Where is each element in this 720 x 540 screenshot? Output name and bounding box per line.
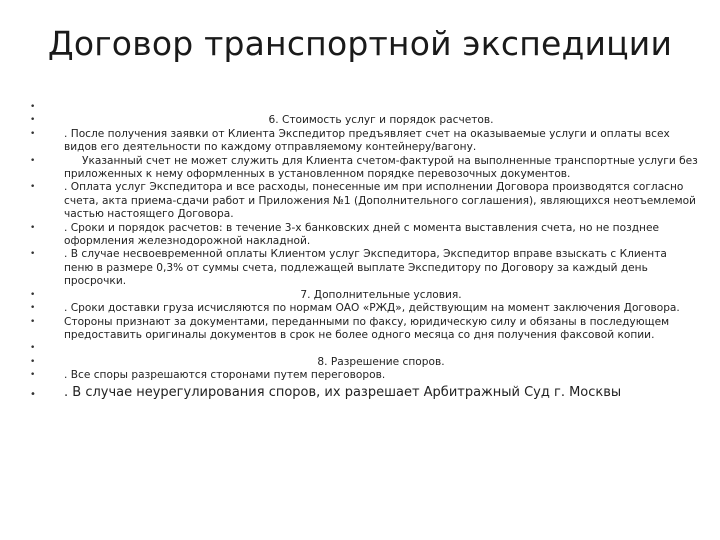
list-item-text: Стороны признают за документами, переданными по факсу, юридическую силу и обязаны в последующем предоставить оригиналы документов в срок не более одного месяца со дня получения факсовой копии.	[64, 315, 670, 341]
bullet-icon: •	[30, 303, 36, 314]
bullet-icon: •	[30, 289, 36, 300]
bullet-icon: •	[30, 370, 36, 381]
list-item-text: . Оплата услуг Экспедитора и все расходы, понесенные им при исполнении Договора производятся согласно счета, акта приема-сдачи работ и Приложения №1 (Дополнительного соглашения), являющихся неотъемлемой частью настоящего Договора.	[64, 181, 696, 221]
section-heading-8	[28, 356, 698, 369]
list-item-text: . В случае несвоевременной оплаты Клиентом услуг Экспедитора, Экспедитор вправе взыскать с Клиента пеню в размере 0,3% от суммы счета, подлежащей выплате Экспедитору по Договору за каждый день просрочки.	[64, 248, 667, 288]
bullet-icon: •	[30, 102, 36, 112]
list-item-text: . Сроки и порядок расчетов: в течение 3-х банковских дней с момента выставления счета, но не позднее оформления железнодорожной накладной.	[64, 221, 660, 248]
list-item	[28, 155, 698, 182]
bullet-list	[28, 101, 698, 401]
bullet-icon: •	[30, 249, 36, 260]
list-item	[28, 222, 698, 249]
list-item-text	[64, 155, 698, 180]
bullet-icon: •	[30, 222, 36, 233]
section-heading-6	[28, 114, 698, 127]
list-item	[28, 302, 698, 315]
list-item	[28, 181, 698, 221]
slide-title: Договор транспортной экспедиции	[47, 24, 673, 63]
section-heading-7	[28, 289, 698, 302]
list-item	[28, 101, 698, 114]
list-item-text: . В случае неурегулирования споров, их разрешает Арбитражный Суд г. Москвы	[64, 384, 622, 400]
list-item-text: . Сроки доставки груза исчисляются по нормам ОАО «РЖД», действующим на момент заключения Договора.	[64, 302, 680, 315]
list-item-text: . После получения заявки от Клиента Экспедитор предъявляет счет на оказываемые услуги и оплаты всех видов его деятельности по каждому отправляемому контейнеру/вагону.	[64, 127, 670, 154]
bullet-icon: •	[30, 128, 36, 139]
bullet-icon: •	[30, 115, 36, 126]
bullet-icon: •	[30, 343, 36, 354]
bullet-icon: •	[30, 316, 36, 327]
list-item-text: . Все споры разрешаются сторонами путем переговоров.	[64, 369, 386, 382]
list-item	[28, 128, 698, 155]
list-item	[28, 384, 698, 401]
section-heading-text: 8. Разрешение споров.	[317, 355, 445, 368]
bullet-icon: •	[30, 182, 36, 193]
section-heading-text: 7. Дополнительные условия.	[300, 288, 462, 301]
list-item	[28, 369, 698, 382]
list-item	[28, 316, 698, 343]
list-item	[28, 248, 698, 288]
list-item	[28, 342, 698, 355]
bullet-icon: •	[30, 356, 36, 367]
section-heading-text: 6. Стоимость услуг и порядок расчетов.	[268, 114, 494, 127]
bullet-icon: •	[30, 155, 36, 166]
bullet-icon: •	[30, 388, 36, 400]
list-item-text-body: Указанный счет не может служить для Клиента счетом-фактурой на выполненные транспортные услуги без приложенных к нему оформленных в установленном порядке перевозочных документов.	[64, 154, 698, 181]
